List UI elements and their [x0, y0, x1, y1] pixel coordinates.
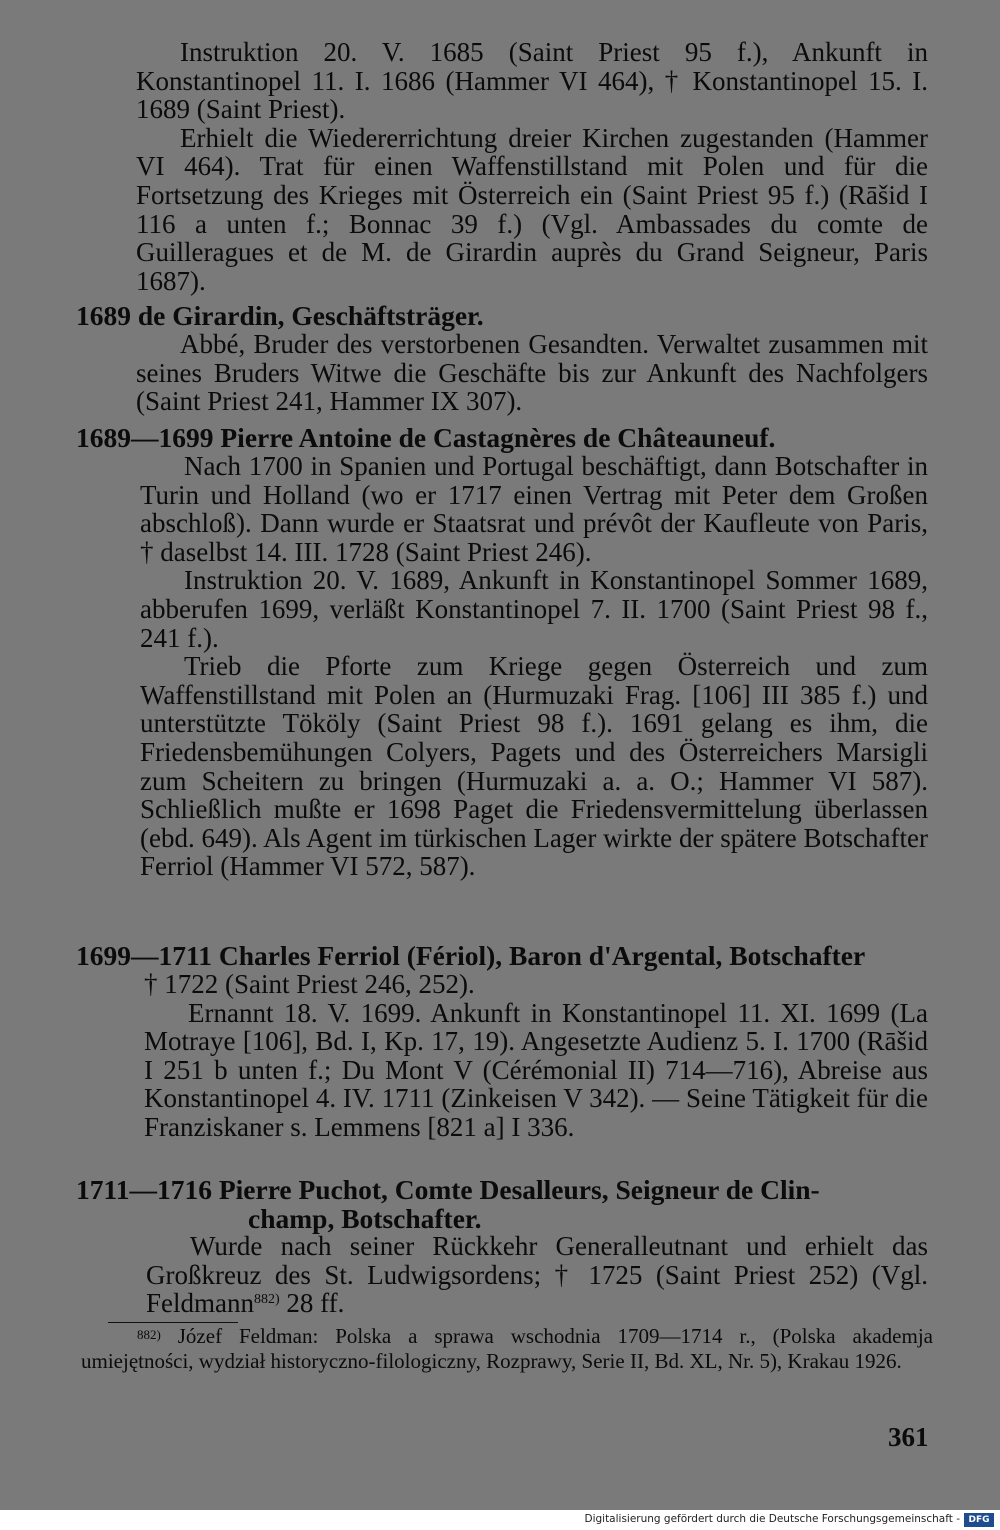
footnote-reference: 882) — [254, 1292, 280, 1308]
entry-heading — [76, 942, 932, 971]
paragraph-text: 28 ff. — [279, 1288, 345, 1319]
body-block-1 — [136, 38, 928, 295]
paragraph: Trieb die Pforte zum Kriege gegen Österreich und zum Waffenstillstand mit Polen an (Hurmuzaki Frag. [106] III 385 f.) und unterstützte Tököly (Saint Priest 98 f.). 1691 gelang es ihm, die Friedensbemühungen Colyers, Pagets und des Österreichers Marsigli zum Scheitern zu bringen (Hurmuzaki a. a. O.; Hammer VI 587). Schließlich mußte er 1698 Paget die Friedensvermittelung überlassen (ebd. 649). Als Agent im türkischen Lager wirkte der spätere Botschafter Ferriol (Hammer VI 572, 587). — [140, 651, 928, 882]
entry-heading — [76, 424, 932, 453]
entry-heading — [76, 302, 932, 331]
body-block-3 — [140, 452, 928, 881]
entry-heading — [76, 1176, 932, 1233]
body-block-2 — [136, 330, 928, 416]
paragraph: Instruktion 20. V. 1685 (Saint Priest 95 f.), Ankunft in Konstantinopel 11. I. 1686 (Hammer VI 464), † Konstantinopel 15. I. 1689 (Saint Priest). — [136, 37, 928, 125]
body-block-5 — [146, 1232, 928, 1318]
paragraph: Instruktion 20. V. 1689, Ankunft in Konstantinopel Sommer 1689, abberufen 1699, verläßt Konstantinopel 7. II. 1700 (Saint Priest 98 f., 241 f.). — [140, 565, 928, 653]
footnote — [81, 1324, 933, 1374]
paragraph: Nach 1700 in Spanien und Portugal beschäftigt, dann Botschafter in Turin und Holland (wo er 1717 einen Vertrag mit Peter dem Großen abschloß). Dann wurde er Staatsrat und prévôt der Kaufleute von Paris, † daselbst 14. III. 1728 (Saint Priest 246). — [140, 451, 928, 567]
dfg-logo-icon: DFG — [964, 1513, 994, 1527]
paragraph: Ernannt 18. V. 1699. Ankunft in Konstantinopel 11. XI. 1699 (La Motraye [106], Bd. I, Kp. 17, 19). Angesetzte Audienz 5. I. 1700 (Rāšid I 251 b unten f.; Du Mont V (Cérémonial II) 714—716), Abreise aus Konstantinopel 4. IV. 1711 (Zinkeisen V 342). — Seine Tätigkeit für die Franziskaner s. Lemmens [821 a] I 336. — [144, 997, 928, 1142]
footnote-text: Józef Feldman: Polska a sprawa wschodnia 1709—1714 r., (Polska akademja umiejętności, wydział historyczno-filologiczny, Rozprawy, Serie II, Bd. XL, Nr. 5), Krakau 1926. — [81, 1324, 933, 1373]
paragraph: Erhielt die Wiedererrichtung dreier Kirchen zugestanden (Hammer VI 464). Trat für einen Waffenstillstand mit Polen und für die Fortsetzung des Krieges mit Österreich ein (Saint Priest 95 f.) (Rāšid I 116 a unten f.; Bonnac 39 f.) (Vgl. Ambassades du comte de Guilleragues et de M. de Girardin auprès du Grand Seigneur, Paris 1687). — [136, 122, 928, 296]
footnote-number: 882) — [137, 1327, 161, 1342]
digitization-credit-bar — [0, 1510, 1000, 1530]
footnote-rule — [108, 1322, 238, 1323]
paragraph: Abbé, Bruder des verstorbenen Gesandten. Verwaltet zusammen mit seines Bruders Witwe die Geschäfte bis zur Ankunft des Nachfolgers (Saint Priest 241, Hammer IX 307). — [136, 329, 928, 417]
page-number: 361 — [888, 1422, 929, 1452]
heading-subline: † 1722 (Saint Priest 246, 252). — [144, 969, 475, 999]
entry-heading-line: 1711—1716 Pierre Puchot, Comte Desalleurs, Seigneur de Clin- — [76, 1174, 820, 1205]
entry-heading-line: 1699—1711 Charles Ferriol (Fériol), Baron d'Argental, Botschafter — [76, 940, 866, 971]
entry-heading-line: 1689—1699 Pierre Antoine de Castagnères de Châteauneuf. — [76, 422, 776, 453]
body-block-4 — [144, 970, 928, 1142]
credit-text: Digitalisierung gefördert durch die Deutsche Forschungsgemeinschaft - — [584, 1513, 960, 1525]
paragraph — [146, 1232, 928, 1318]
entry-heading-line: 1689 de Girardin, Geschäftsträger. — [76, 300, 484, 331]
entry-heading-line: champ, Botschafter. — [248, 1202, 482, 1234]
paragraph-text: Wurde nach seiner Rückkehr Generalleutnant und erhielt das Großkreuz des St. Ludwigsordens; † 1725 (Saint Priest 252) (Vgl. Feldmann — [146, 1231, 928, 1319]
